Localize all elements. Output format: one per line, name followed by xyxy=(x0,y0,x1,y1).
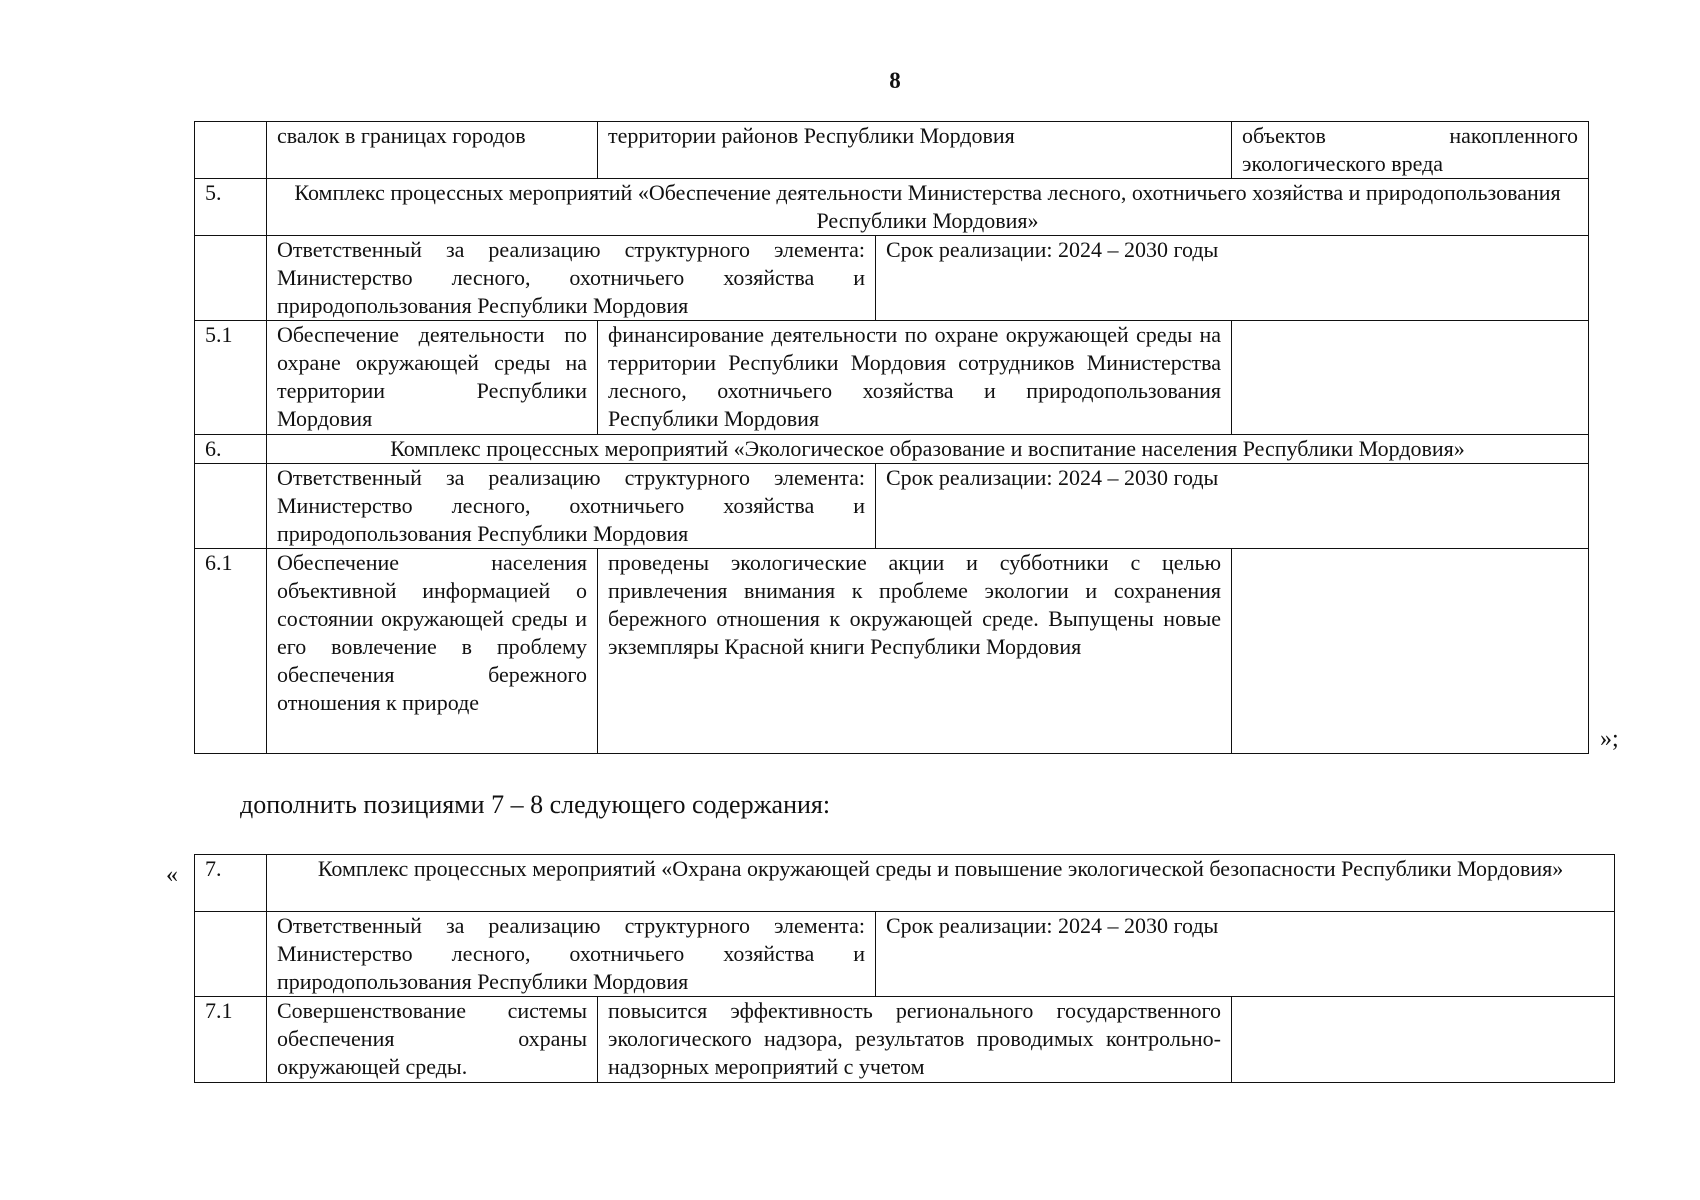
term-cell: Срок реализации: 2024 – 2030 годы xyxy=(876,464,1589,549)
table-row xyxy=(195,997,1615,1083)
term-cell: Срок реализации: 2024 – 2030 годы xyxy=(876,236,1589,321)
empty-cell xyxy=(195,912,267,997)
indicator-cell xyxy=(1232,549,1589,754)
responsible-row xyxy=(195,464,1589,549)
row-number-cell: 5.1 xyxy=(195,321,267,435)
section-title: Комплекс процессных мероприятий «Обеспечение деятельности Министерства лесного, охотничьего хозяйства и природопользования Республики Мордовия» xyxy=(267,179,1589,236)
task-cell: свалок в границах городов xyxy=(267,122,598,179)
row-number-cell xyxy=(195,122,267,179)
empty-cell xyxy=(195,236,267,321)
task-cell: Совершенствование системы обеспечения охраны окружающей среды. xyxy=(267,997,598,1083)
table-new-positions xyxy=(194,854,1615,1083)
table-row xyxy=(195,321,1589,435)
table-row xyxy=(195,549,1589,754)
indicator-cell xyxy=(1232,321,1589,435)
section-number: 5. xyxy=(195,179,267,236)
result-cell: территории районов Республики Мордовия xyxy=(598,122,1232,179)
table-row xyxy=(195,122,1589,179)
term-cell: Срок реализации: 2024 – 2030 годы xyxy=(876,912,1615,997)
section-title: Комплекс процессных мероприятий «Экологическое образование и воспитание населения Республики Мордовия» xyxy=(267,435,1589,464)
table-continuation xyxy=(194,121,1589,754)
responsible-row xyxy=(195,236,1589,321)
section-title: Комплекс процессных мероприятий «Охрана окружающей среды и повышение экологической безопасности Республики Мордовия» xyxy=(267,855,1615,912)
result-cell: повысится эффективность регионального государственного экологического надзора, результатов проводимых контрольно-надзорных мероприятий с учетом xyxy=(598,997,1232,1083)
indicator-cell xyxy=(1232,997,1615,1083)
section-header-row xyxy=(195,435,1589,464)
responsible-cell: Ответственный за реализацию структурного элемента: Министерство лесного, охотничьего хозяйства и природопользования Республики Мордовия xyxy=(267,912,876,997)
responsible-cell: Ответственный за реализацию структурного элемента: Министерство лесного, охотничьего хозяйства и природопользования Республики Мордовия xyxy=(267,236,876,321)
section-header-row xyxy=(195,855,1615,912)
indicator-cell: объектов накопленного экологического вреда xyxy=(1232,122,1589,179)
page-number: 8 xyxy=(889,68,901,93)
row-number-cell: 7.1 xyxy=(195,997,267,1083)
task-cell: Обеспечение населения объективной информацией о состоянии окружающей среды и его вовлечение в проблему обеспечения бережного отношения к природе xyxy=(267,549,598,754)
empty-cell xyxy=(195,464,267,549)
section-number: 7. xyxy=(195,855,267,912)
row-number-cell: 6.1 xyxy=(195,549,267,754)
task-cell: Обеспечение деятельности по охране окружающей среды на территории Республики Мордовия xyxy=(267,321,598,435)
responsible-cell: Ответственный за реализацию структурного элемента: Министерство лесного, охотничьего хозяйства и природопользования Республики Мордовия xyxy=(267,464,876,549)
amendment-intro: дополнить позициями 7 – 8 следующего содержания: xyxy=(240,790,831,819)
responsible-row xyxy=(195,912,1615,997)
closing-quote: »; xyxy=(1600,726,1619,752)
result-cell: финансирование деятельности по охране окружающей среды на территории Республики Мордовия сотрудников Министерства лесного, охотничьего хозяйства и природопользования Республики Мордовия xyxy=(598,321,1232,435)
section-header-row xyxy=(195,179,1589,236)
result-cell: проведены экологические акции и субботники с целью привлечения внимания к проблеме экологии и сохранения бережного отношения к окружающей среде. Выпущены новые экземпляры Красной книги Республики Мордовия xyxy=(598,549,1232,754)
section-number: 6. xyxy=(195,435,267,464)
opening-quote: « xyxy=(166,862,178,888)
